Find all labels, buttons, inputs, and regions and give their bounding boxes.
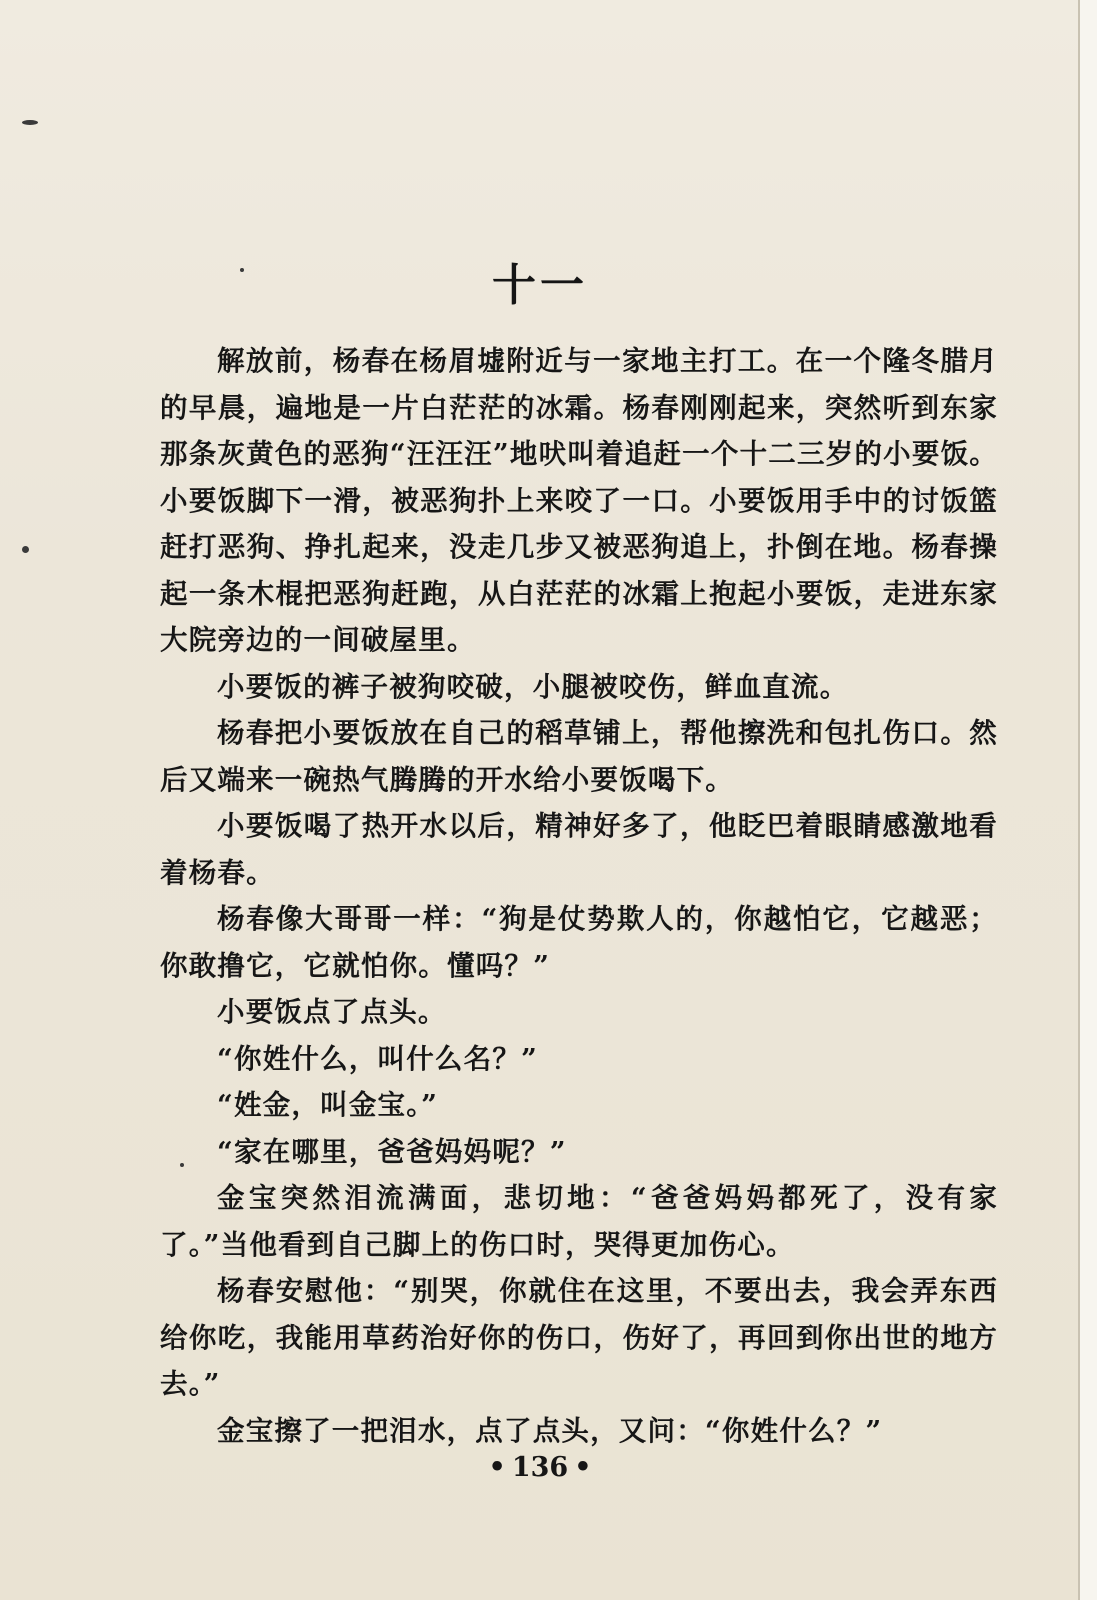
paragraph: 小要饭喝了热开水以后，精神好多了，他眨巴着眼睛感激地看着杨春。 — [160, 810, 998, 889]
paragraph: 金宝突然泪流满面，悲切地：“爸爸妈妈都死了，没有家了。”当他看到自己脚上的伤口时，哭得更加伤心。 — [160, 1182, 998, 1261]
paragraph: “家在哪里，爸爸妈妈呢？” — [217, 1135, 567, 1168]
page-number-bullet-right: • — [574, 1452, 592, 1483]
page-number-bullet-left: • — [488, 1452, 506, 1483]
chapter-title: 十一 — [492, 260, 588, 312]
paragraph: 杨春把小要饭放在自己的稻草铺上，帮他擦洗和包扎伤口。然后又端来一碗热气腾腾的开水给小要饭喝下。 — [160, 717, 998, 796]
scan-speck — [22, 546, 29, 553]
scan-speck — [180, 1163, 184, 1167]
paragraph: 杨春安慰他：“别哭，你就住在这里，不要出去，我会弄东西给你吃，我能用草药治好你的伤口，伤好了，再回到你出世的地方去。” — [160, 1275, 998, 1400]
scan-speck — [22, 120, 38, 125]
paragraph: “姓金，叫金宝。” — [217, 1089, 439, 1121]
paragraph: “你姓什么，叫什么名？” — [217, 1042, 539, 1075]
paragraph: 杨春像大哥哥一样：“狗是仗势欺人的，你越怕它，它越恶；你敢撸它，它就怕你。懂吗？” — [160, 903, 998, 982]
paragraph: 小要饭的裤子被狗咬破，小腿被咬伤，鲜血直流。 — [217, 670, 849, 703]
paragraph: 小要饭点了点头。 — [217, 996, 447, 1028]
page-number — [0, 1452, 1080, 1483]
page-number-value: 136 — [511, 1452, 569, 1483]
paragraph: 金宝擦了一把泪水，点了点头，又问：“你姓什么？” — [217, 1414, 883, 1447]
page-edge — [1078, 0, 1097, 1600]
body-text — [160, 338, 998, 1454]
paragraph: 解放前，杨春在杨眉墟附近与一家地主打工。在一个隆冬腊月的早晨，遍地是一片白茫茫的冰霜。杨春刚刚起来，突然听到东家那条灰黄色的恶狗“汪汪汪”地吠叫着追赶一个十二三岁的小要饭。小要饭脚下一滑，被恶狗扑上来咬了一口。小要饭用手中的讨饭篮赶打恶狗、挣扎起来，没走几步又被恶狗追上，扑倒在地。杨春操起一条木棍把恶狗赶跑，从白茫茫的冰霜上抱起小要饭，走进东家大院旁边的一间破屋里。 — [160, 345, 998, 656]
scan-speck — [240, 268, 244, 272]
